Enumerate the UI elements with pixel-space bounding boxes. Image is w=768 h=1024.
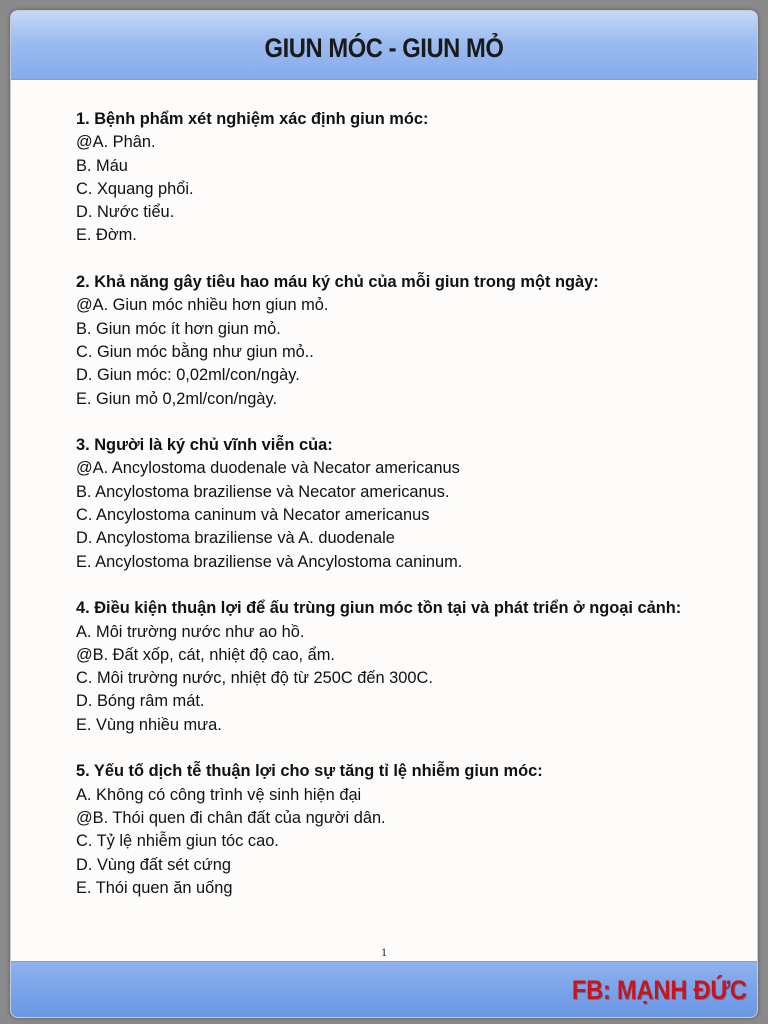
question-item <box>76 760 736 900</box>
page-number: 1 <box>381 945 387 959</box>
answer-option: D. Bóng râm mát. <box>76 692 205 711</box>
answer-option: @A. Giun móc nhiều hơn giun mỏ. <box>76 296 329 315</box>
answer-option: @B. Thói quen đi chân đất của người dân. <box>76 808 386 827</box>
answer-option: C. Xquang phổi. <box>76 179 194 198</box>
document-page <box>10 10 758 1018</box>
answer-option: C. Tỷ lệ nhiễm giun tóc cao. <box>76 832 279 851</box>
answer-option: @A. Phân. <box>76 133 156 152</box>
answer-option: A. Không có công trình vệ sinh hiện đại <box>76 785 362 804</box>
answer-option: D. Vùng đất sét cứng <box>76 855 231 874</box>
answer-option: E. Ancylostoma braziliense và Ancylostoma caninum. <box>76 552 463 571</box>
question-item <box>76 434 736 574</box>
question-item <box>76 597 736 737</box>
answer-option: C. Môi trường nước, nhiệt độ từ 250C đến 300C. <box>76 669 433 688</box>
question-item <box>76 108 736 248</box>
question-text: 2. Khả năng gây tiêu hao máu ký chủ của mỗi giun trong một ngày: <box>76 273 599 292</box>
answer-option: B. Ancylostoma braziliense và Necator americanus. <box>76 482 450 501</box>
question-text: 3. Người là ký chủ vĩnh viễn của: <box>76 436 333 455</box>
page-title: GIUN MÓC - GIUN MỎ <box>264 33 504 63</box>
answer-option: @A. Ancylostoma duodenale và Necator americanus <box>76 459 460 478</box>
answer-option: B. Máu <box>76 156 128 175</box>
author-credit: FB: MẠNH ĐỨC <box>572 975 747 1005</box>
answer-option: E. Đờm. <box>76 226 137 245</box>
question-text: 1. Bệnh phẩm xét nghiệm xác định giun móc: <box>76 110 429 128</box>
question-item <box>76 271 736 411</box>
answer-option: D. Ancylostoma braziliense và A. duodenale <box>76 529 395 548</box>
header-banner <box>11 11 757 80</box>
answer-option: B. Giun móc ít hơn giun mỏ. <box>76 319 281 338</box>
answer-option: D. Nước tiểu. <box>76 203 175 222</box>
answer-option: C. Giun móc bằng như giun mỏ.. <box>76 342 314 361</box>
question-text: 5. Yếu tố dịch tễ thuận lợi cho sự tăng tỉ lệ nhiễm giun móc: <box>76 762 543 781</box>
answer-option: @B. Đất xốp, cát, nhiệt độ cao, ẩm. <box>76 645 335 664</box>
answer-option: E. Vùng nhiều mưa. <box>76 715 222 734</box>
answer-option: A. Môi trường nước như ao hồ. <box>76 622 305 641</box>
answer-option: E. Thói quen ăn uống <box>76 878 233 897</box>
answer-option: D. Giun móc: 0,02ml/con/ngày. <box>76 366 300 385</box>
question-text: 4. Điều kiện thuận lợi để ấu trùng giun móc tồn tại và phát triển ở ngoại cảnh: <box>76 599 682 618</box>
answer-option: C. Ancylostoma caninum và Necator americanus <box>76 506 430 525</box>
answer-option: E. Giun mỏ 0,2ml/con/ngày. <box>76 389 278 408</box>
footer-banner <box>11 961 757 1018</box>
question-list <box>76 108 736 923</box>
